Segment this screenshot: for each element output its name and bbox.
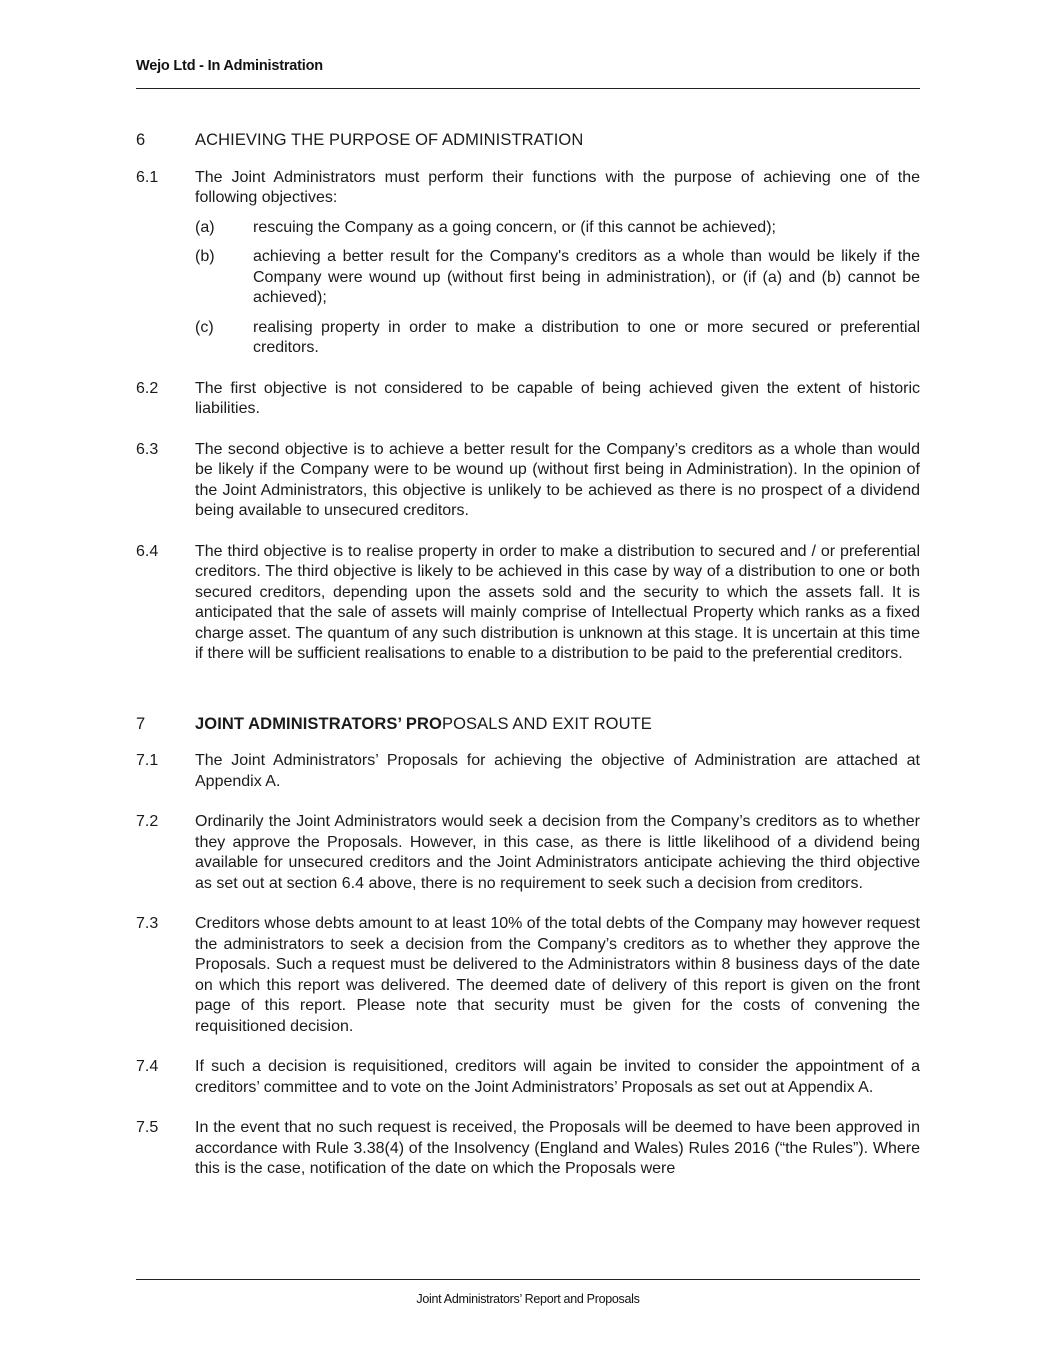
paragraph-text: The first objective is not considered to be capable of being achieved given the extent of historic liabilities. (195, 379, 920, 417)
paragraph-number: 6.2 (136, 379, 159, 397)
sub-item-a (195, 218, 920, 239)
sub-item-letter: (c) (195, 318, 214, 336)
paragraph-text: In the event that no such request is received, the Proposals will be deemed to have been approved in accordance with Rule 3.38(4) of the Insolvency (England and Wales) Rules 2016 (“the Rules”). Where this is the case, notification of the date on which the Proposals were (195, 1119, 920, 1177)
sub-item-b (195, 247, 920, 309)
paragraph-number: 6.3 (136, 440, 159, 458)
section-7-heading (136, 714, 920, 735)
running-header: Wejo Ltd - In Administration (136, 58, 323, 74)
paragraph-number: 6.4 (136, 542, 159, 560)
paragraph-text: The Joint Administrators must perform their functions with the purpose of achieving one of the following objectives: (195, 168, 920, 206)
paragraph-text: The second objective is to achieve a better result for the Company’s creditors as a whole than would be likely if the Company were to be wound up (without first being in Administration). In the opinion of the Joint Administrators, this objective is unlikely to be achieved as there is no prospect of a dividend being available to unsecured creditors. (195, 440, 920, 519)
sub-item-text: rescuing the Company as a going concern, or (if this cannot be achieved); (253, 218, 776, 236)
paragraph-6-4 (136, 542, 920, 665)
paragraph-text: Creditors whose debts amount to at least 10% of the total debts of the Company may however request the administrators to seek a decision from the Company’s creditors as to whether they approve the Proposals. Such a request must be delivered to the Administrators within 8 business days of the date on which this report was delivered. The deemed date of delivery of this report is given on the front page of this report. Please note that security must be given for the costs of convening the requisitioned decision. (195, 915, 920, 1035)
paragraph-6-1 (136, 168, 920, 359)
paragraph-7-2 (136, 812, 920, 894)
sub-item-text: realising property in order to make a distribution to one or more secured or preferential creditors. (253, 318, 920, 356)
paragraph-text: The third objective is to realise property in order to make a distribution to secured and / or preferential creditors. The third objective is likely to be achieved in this case by way of a distribution to one or both secured creditors, depending upon the assets sold and the security to which the assets fall. It is anticipated that the sale of assets will mainly comprise of Intellectual Property which ranks as a fixed charge asset. The quantum of any such distribution is unknown at this stage. It is uncertain at this time if there will be sufficient realisations to enable to a distribution to be paid to the preferential creditors. (195, 542, 920, 662)
sub-item-letter: (b) (195, 248, 215, 265)
section-spacer (136, 685, 920, 714)
footer-divider (136, 1279, 920, 1280)
paragraph-number: 6.1 (136, 168, 159, 186)
running-footer: Joint Administrators’ Report and Proposals (416, 1292, 640, 1306)
paragraph-number: 7.5 (136, 1119, 159, 1136)
sub-item-letter: (a) (195, 218, 215, 236)
sub-item-text: achieving a better result for the Company's creditors as a whole than would be likely if the Company were wound up (without first being in administration), or (if (a) and (b) cannot be achieved); (253, 248, 920, 306)
paragraph-7-1 (136, 751, 920, 792)
section-title: ACHIEVING THE PURPOSE OF ADMINISTRATION (195, 131, 584, 149)
section-title-rest: POSALS AND EXIT ROUTE (441, 714, 652, 733)
header-divider (136, 88, 920, 89)
document-body (136, 130, 920, 1200)
paragraph-text: Ordinarily the Joint Administrators would seek a decision from the Company’s creditors as to whether they approve the Proposals. However, in this case, as there is little likelihood of a dividend being available for unsecured creditors and the Joint Administrators anticipate achieving the third objective as set out at section 6.4 above, there is no requirement to seek such a decision from creditors. (195, 813, 920, 892)
paragraph-7-3 (136, 914, 920, 1037)
paragraph-7-4 (136, 1057, 920, 1098)
paragraph-text: The Joint Administrators’ Proposals for achieving the objective of Administration are attached at Appendix A. (195, 752, 920, 790)
paragraph-7-5 (136, 1118, 920, 1180)
paragraph-number: 7.2 (136, 813, 159, 830)
section-title (195, 714, 920, 735)
paragraph-6-3 (136, 440, 920, 522)
paragraph-6-2 (136, 379, 920, 420)
section-number: 6 (136, 131, 146, 149)
paragraph-text-block (195, 168, 920, 359)
paragraph-text: If such a decision is requisitioned, creditors will again be invited to consider the appointment of a creditors’ committee and to vote on the Joint Administrators’ Proposals as set out at Appendix A. (195, 1058, 920, 1096)
paragraph-number: 7.4 (136, 1058, 159, 1075)
sub-item-c (195, 318, 920, 359)
section-6-heading (136, 130, 920, 151)
section-number: 7 (136, 714, 146, 733)
paragraph-number: 7.1 (136, 752, 159, 769)
paragraph-number: 7.3 (136, 915, 159, 932)
section-title-bold: JOINT ADMINISTRATORS’ PRO (195, 714, 442, 733)
